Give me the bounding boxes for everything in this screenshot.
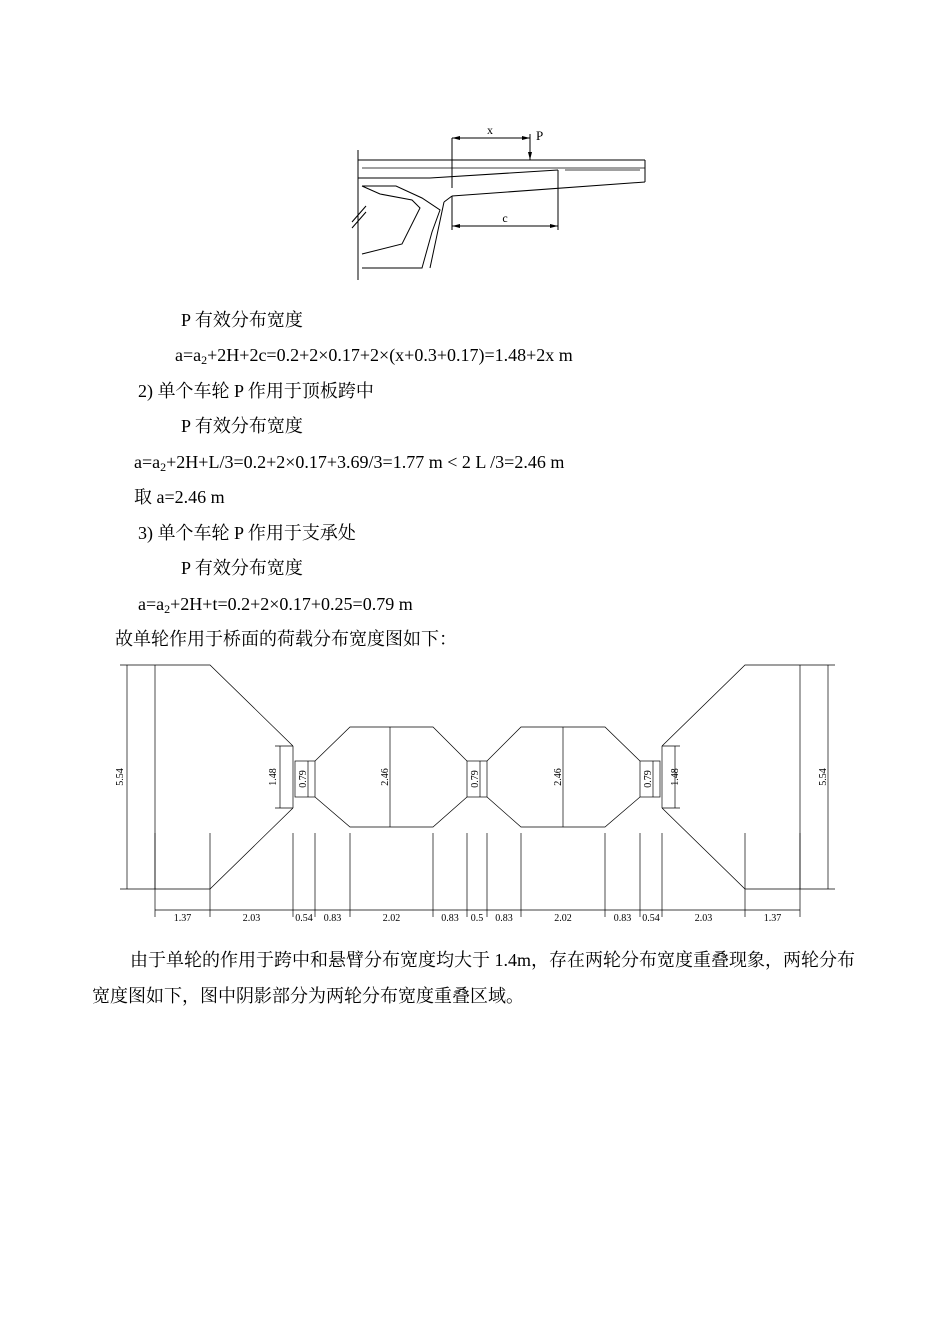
figure-intro: 故单轮作用于桥面的荷载分布宽度图如下： (115, 629, 457, 649)
dim-label-v-7: 0.79 (643, 770, 654, 788)
p-effective-width-3: P 有效分布宽度 (181, 558, 303, 578)
left-cantilever-top (155, 665, 293, 746)
cantilever-section-figure (340, 118, 660, 288)
item-2-heading: 2) 单个车轮 P 作用于顶板跨中 (138, 381, 374, 401)
dim-label-v-5: 0.79 (470, 770, 481, 788)
dim-label-v-3: 0.79 (298, 770, 309, 788)
x-dimension-label: x (487, 123, 493, 137)
formula-support: $a=a_2+2H+t=0.2+2\times 0.17+0.25=0.79$ m (138, 594, 413, 616)
right-cantilever-bottom (662, 808, 800, 889)
dim-label-v-4: 2.46 (380, 768, 391, 786)
right-cantilever-top (662, 665, 800, 746)
dim-label-v-1: 5.54 (115, 768, 126, 786)
dim-label-h-4: 0.83 (323, 913, 342, 924)
midspan-1-bottom (315, 797, 467, 827)
dim-label-h-2: 2.03 (242, 913, 261, 924)
dim-label-h-7: 0.5 (470, 913, 484, 924)
dim-label-h-1: 1.37 (173, 913, 192, 924)
dim-label-h-5: 2.02 (382, 913, 401, 924)
formula-midspan: $a=a_2+2H+L/3=0.2+2\times 0.17+3.69/3=1.77$ m < 2 L /3=2.46 m (134, 452, 565, 474)
dim-label-h-12: 2.03 (694, 913, 713, 924)
dim-label-h-6: 0.83 (441, 913, 459, 924)
dim-label-h-3: 0.54 (295, 913, 313, 924)
midspan-2-top (487, 727, 640, 761)
formula-cantilever: $a=a_2+2H+2c=0.2+2\times 0.17+2\times(x+0.3+0.17)=1.48+2x$ m (175, 345, 573, 367)
p-load-label: P (536, 128, 544, 143)
dim-label-h-11: 0.54 (642, 913, 660, 924)
dim-label-h-13: 1.37 (763, 913, 782, 924)
c-dimension-label: c (502, 211, 508, 225)
dim-label-v-2: 1.48 (268, 768, 279, 786)
dim-label-v-9: 5.54 (818, 768, 829, 786)
dim-label-v-6: 2.46 (553, 768, 564, 786)
item-3-heading: 3) 单个车轮 P 作用于支承处 (138, 523, 356, 543)
dim-label-h-8: 0.83 (495, 913, 513, 924)
dim-label-h-10: 0.83 (613, 913, 632, 924)
midspan-2-bottom (487, 797, 640, 827)
take-a-value: 取 a=2.46 m (134, 487, 225, 507)
distribution-width-figure (100, 655, 860, 935)
left-cantilever-bottom (155, 808, 293, 889)
overlap-paragraph: 由于单轮的作用于跨中和悬臂分布宽度均大于 1.4m，存在两轮分布宽度重叠现象，两轮分布宽度图如下，图中阴影部分为两轮分布宽度重叠区域。 (92, 950, 855, 1006)
midspan-1-top (315, 727, 467, 761)
dim-label-v-8: 1.48 (670, 768, 681, 786)
dim-label-h-9: 2.02 (554, 913, 572, 924)
p-effective-width-1: P 有效分布宽度 (181, 310, 303, 330)
p-effective-width-2: P 有效分布宽度 (181, 416, 303, 436)
